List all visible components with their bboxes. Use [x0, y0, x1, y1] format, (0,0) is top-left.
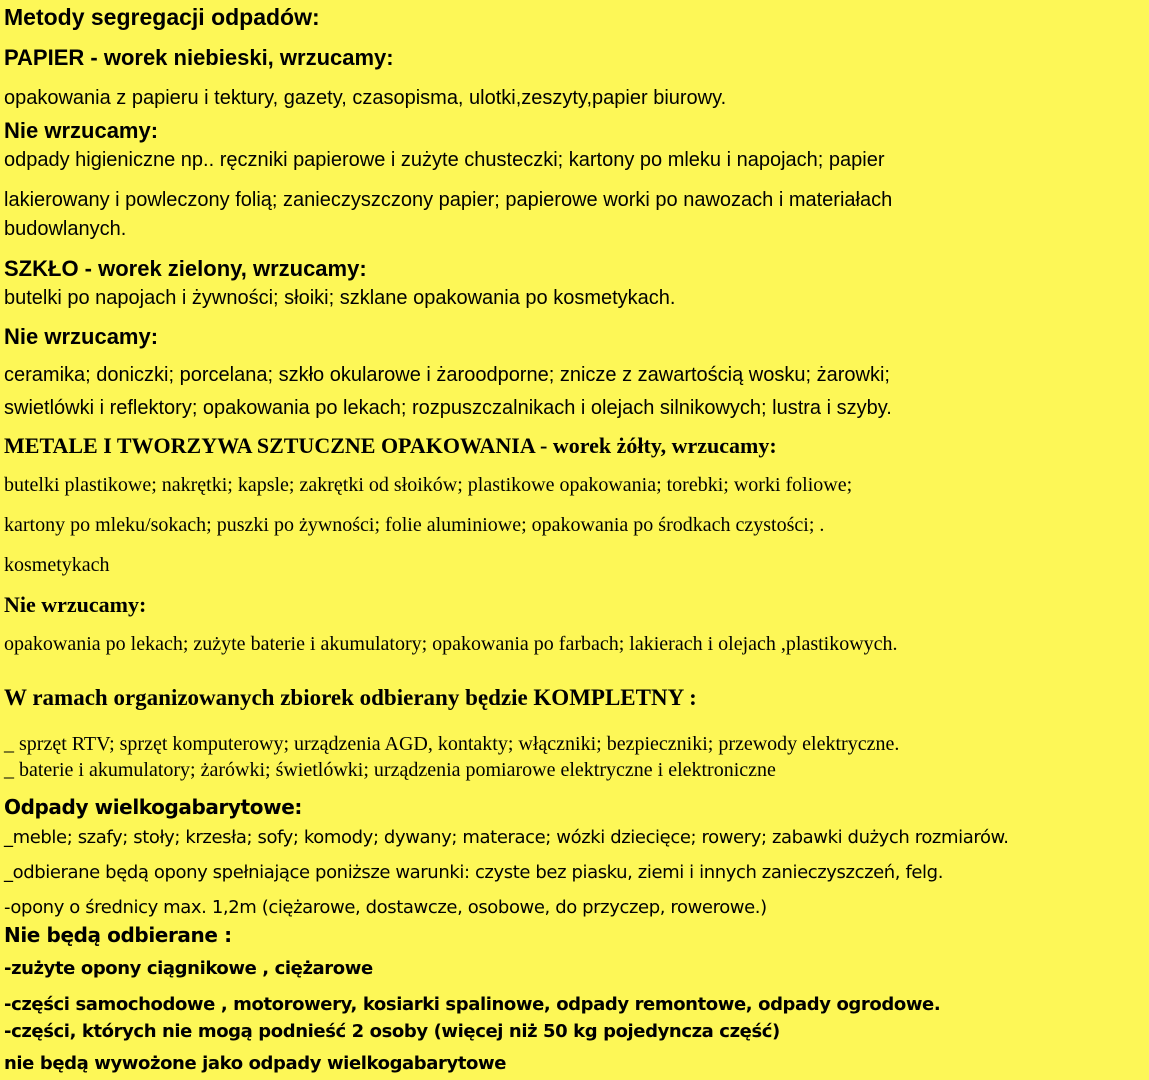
- wielkogabarytowe-heading: Odpady wielkogabarytowe:: [4, 795, 302, 819]
- papier-heading: PAPIER - worek niebieski, wrzucamy:: [4, 45, 394, 70]
- papier-no-heading: Nie wrzucamy:: [4, 118, 159, 143]
- papier-no-line-3: budowlanych.: [4, 218, 127, 240]
- wielkogabarytowe-no-line-2: -części samochodowe , motorowery, kosiarki spalinowe, odpady remontowe, odpady ogrodowe.: [4, 994, 941, 1015]
- page-title: Metody segregacji odpadów:: [4, 4, 320, 30]
- zbiorki-item-1: _ sprzęt RTV; sprzęt komputerowy; urządzenia AGD, kontakty; włączniki; bezpieczniki; przewody elektryczne.: [4, 733, 900, 755]
- metale-yes-line-1: butelki plastikowe; nakrętki; kapsle; zakrętki od słoików; plastikowe opakowania; torebki; worki foliowe;: [4, 474, 853, 496]
- szklo-heading: SZKŁO - worek zielony, wrzucamy:: [4, 256, 367, 281]
- metale-no-line-1: opakowania po lekach; zużyte baterie i akumulatory; opakowania po farbach; lakierach i olejach ,plastikowych.: [4, 633, 898, 655]
- szklo-no-line-2: swietlówki i reflektory; opakowania po lekach; rozpuszczalnikach i olejach silnikowych; lustra i szyby.: [4, 397, 892, 419]
- zbiorki-item-2: _ baterie i akumulatory; żarówki; świetlówki; urządzenia pomiarowe elektryczne i elektroniczne: [4, 759, 776, 781]
- wielkogabarytowe-no-line-1: -zużyte opony ciągnikowe , ciężarowe: [4, 958, 373, 979]
- zbiorki-heading: W ramach organizowanych zbiorek odbierany będzie KOMPLETNY :: [4, 685, 697, 710]
- metale-yes-line-2: kartony po mleku/sokach; puszki po żywności; folie aluminiowe; opakowania po środkach czystości; .: [4, 514, 825, 536]
- szklo-yes-text: butelki po napojach i żywności; słoiki; szklane opakowania po kosmetykach.: [4, 287, 676, 309]
- wielkogabarytowe-item-1: _meble; szafy; stoły; krzesła; sofy; komody; dywany; materace; wózki dziecięce; rowery; zabawki dużych rozmiarów.: [4, 827, 1009, 848]
- wielkogabarytowe-item-2: _odbierane będą opony spełniające poniższe warunki: czyste bez piasku, ziemi i innych zanieczyszczeń, felg.: [4, 862, 944, 883]
- szklo-no-line-1: ceramika; doniczki; porcelana; szkło okularowe i żaroodporne; znicze z zawartością wosku; żarowki;: [4, 364, 890, 386]
- wielkogabarytowe-no-line-3: -części, których nie mogą podnieść 2 osoby (więcej niż 50 kg pojedyncza część): [4, 1021, 780, 1042]
- wielkogabarytowe-no-heading: Nie będą odbierane :: [4, 923, 232, 947]
- papier-no-line-1: odpady higieniczne np.. ręczniki papierowe i zużyte chusteczki; kartony po mleku i napojach; papier: [4, 149, 885, 171]
- metale-yes-line-3: kosmetykach: [4, 554, 110, 576]
- wielkogabarytowe-item-3: -opony o średnicy max. 1,2m (ciężarowe, dostawcze, osobowe, do przyczep, rowerowe.): [4, 897, 767, 918]
- papier-yes-text: opakowania z papieru i tektury, gazety, czasopisma, ulotki,zeszyty,papier biurowy.: [4, 87, 727, 109]
- papier-no-line-2: lakierowany i powleczony folią; zanieczyszczony papier; papierowe worki po nawozach i materiałach: [4, 189, 893, 211]
- metale-heading: METALE I TWORZYWA SZTUCZNE OPAKOWANIA - worek żółty, wrzucamy:: [4, 433, 777, 458]
- wielkogabarytowe-no-line-4: nie będą wywożone jako odpady wielkogabarytowe: [4, 1053, 507, 1074]
- metale-no-heading: Nie wrzucamy:: [4, 592, 147, 617]
- szklo-no-heading: Nie wrzucamy:: [4, 324, 159, 349]
